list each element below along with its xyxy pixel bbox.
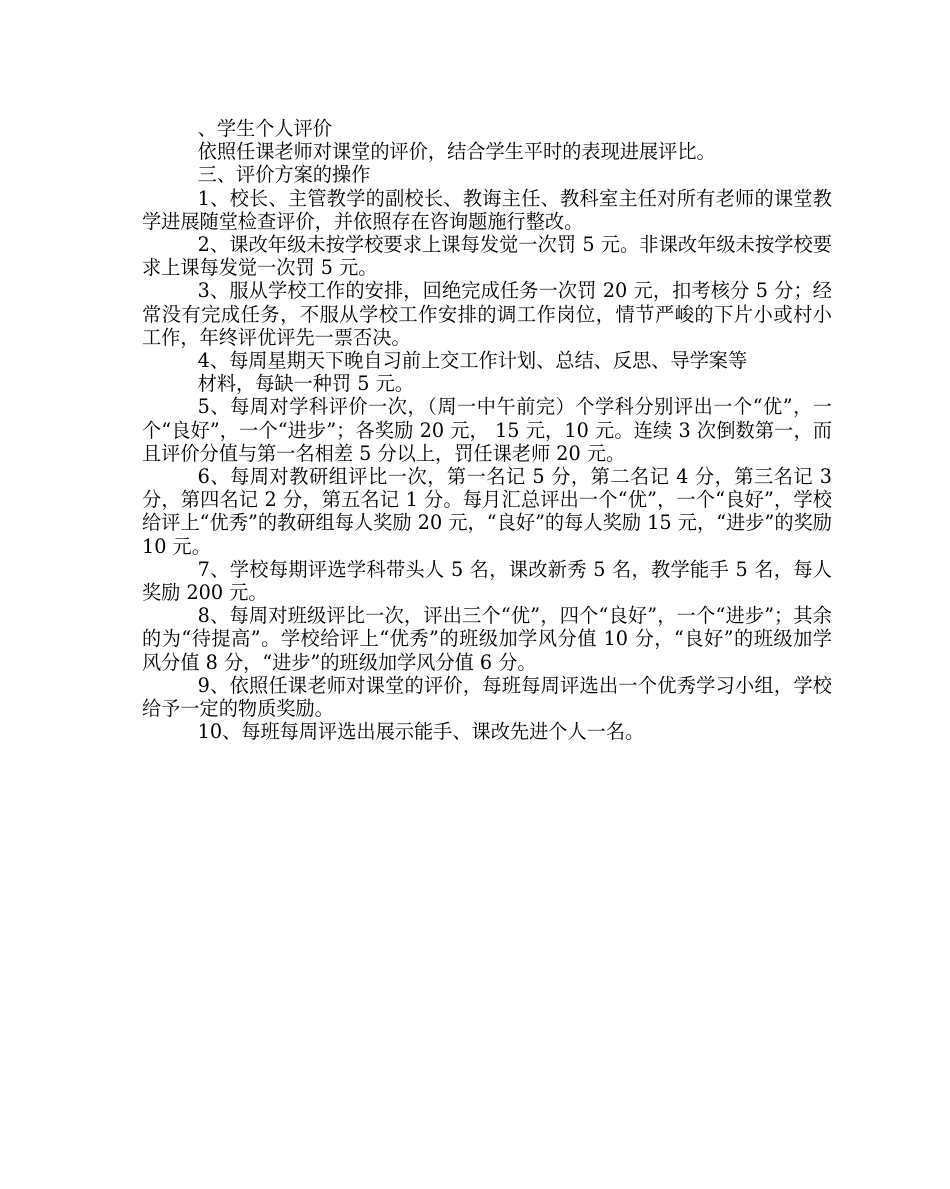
paragraph-item-2: 2、课改年级未按学校要求上课每发觉一次罚 5 元。非课改年级未按学校要求上课每发觉一次罚 5 元。 [142, 233, 832, 280]
paragraph-item-9: 9、依照任课老师对课堂的评价，每班每周评选出一个优秀学习小组，学校给予一定的物质奖励。 [142, 673, 832, 721]
paragraph-item-4-continued: 材料，每缺一种罚 5 元。 [197, 372, 414, 396]
paragraph-item-5: 5、每周对学科评价一次，（周一中午前完）个学科分别评出一个“优”，一个“良好”，一个“进步”；各奖励 20 元， 15 元，10 元。连续 3 次倒数第一，而且评价分值与第一名相差 5 分以上，罚任课老师 20 元。 [142, 395, 832, 465]
paragraph-item-10: 10、每班每周评选出展示能手、课改先进个人一名。 [197, 720, 645, 744]
paragraph-item-8: 8、每周对班级评比一次，评出三个“优”，四个“良好”，一个“进步”；其余的为“待提高”。学校给评上“优秀”的班级加学风分值 10 分，“良好”的班级加学风分值 8 分，“进步”的班级加学风分值 6 分。 [142, 604, 832, 674]
paragraph-item-1: 1、校长、主管教学的副校长、教诲主任、教科室主任对所有老师的课堂教学进展随堂检查评价，并依照存在咨询题施行整改。 [142, 186, 832, 233]
paragraph-student-evaluation-text: 依照任课老师对课堂的评价，结合学生平时的表现进展评比。 [197, 140, 716, 164]
paragraph-item-6: 6、每周对教研组评比一次，第一名记 5 分，第二名记 4 分，第三名记 3 分，第四名记 2 分，第五名记 1 分。每月汇总评出一个“优”，一个“良好”，学校给评上“优秀”的教研组每人奖励 20 元，“良好”的每人奖励 15 元，“进步”的奖励 10 元。 [142, 465, 832, 558]
section-heading-operation: 三、评价方案的操作 [197, 163, 371, 187]
document-body [142, 117, 832, 743]
paragraph-item-4: 4、每周星期天下晚自习前上交工作计划、总结、反思、导学案等 [197, 349, 748, 373]
paragraph-student-evaluation-heading: 、学生个人评价 [197, 117, 332, 140]
paragraph-item-3: 3、服从学校工作的安排，回绝完成任务一次罚 20 元，扣考核分 5 分；经常没有完成任务，不服从学校工作安排的调工作岗位，情节严峻的下片小或村小工作，年终评优评先一票否决。 [142, 279, 832, 349]
paragraph-item-7: 7、学校每期评选学科带头人 5 名，课改新秀 5 名，教学能手 5 名，每人奖励 200 元。 [142, 557, 832, 605]
